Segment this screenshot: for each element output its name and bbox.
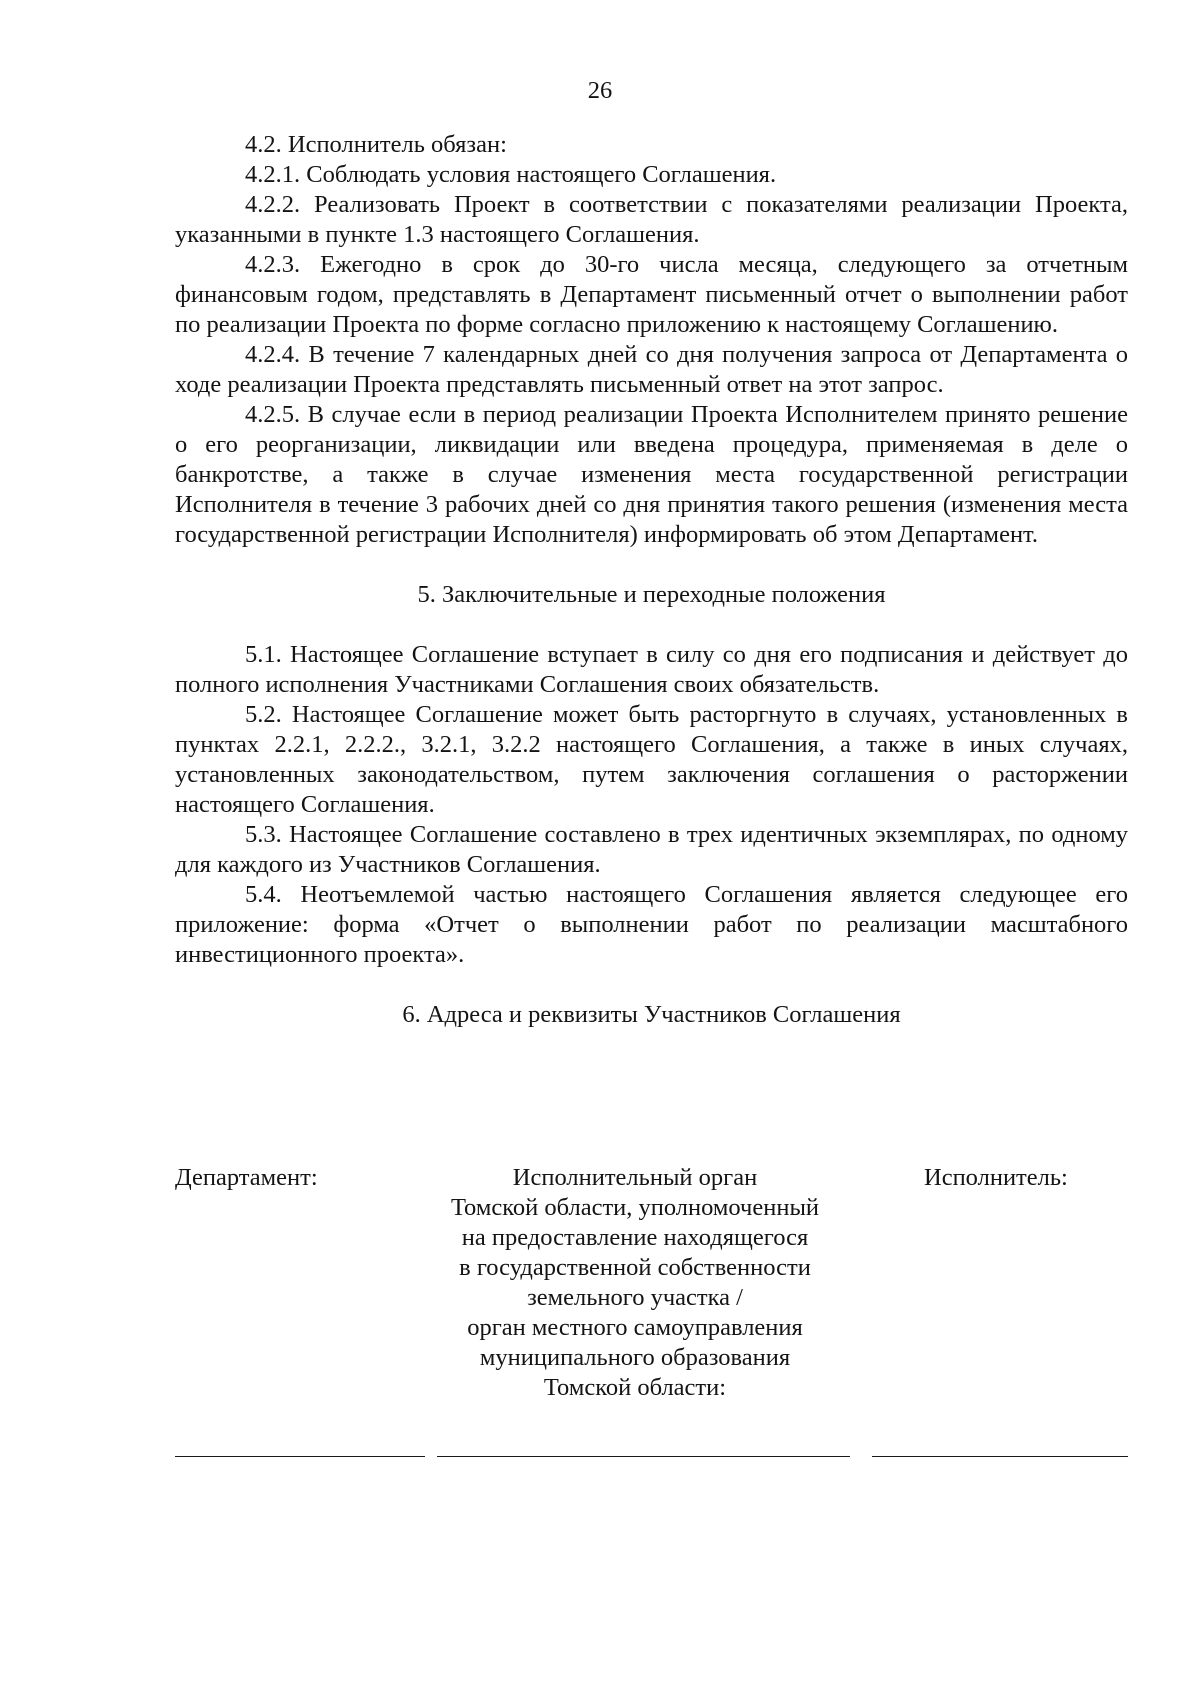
paragraph-4-2-1: 4.2.1. Соблюдать условия настоящего Соглашения. [245,161,777,188]
paragraph-4-2-5: 4.2.5. В случае если в период реализации Проекта Исполнителем принято решение о его реорганизации, ликвидации или введена процедура, применяемая в деле о банкротстве, а также в случае изменения места государственной регистрации Исполнителя в течение 3 рабочих дней со дня принятия такого решения (изменения места государственной регистрации Исполнителя) информировать об этом Департамент. [175,401,1128,548]
signatory-authority-line: Исполнительный орган [512,1164,758,1191]
signatory-executor-label: Исполнитель: [924,1164,1068,1191]
paragraph-5-3: 5.3. Настоящее Соглашение составлено в трех идентичных экземплярах, по одному для каждого из Участников Соглашения. [175,821,1128,878]
signatory-authority-line: орган местного самоуправления [467,1314,803,1341]
signature-line-executor [872,1456,1128,1457]
paragraph-4-2-3: 4.2.3. Ежегодно в срок до 30-го числа месяца, следующего за отчетным финансовым годом, представлять в Департамент письменный отчет о выполнении работ по реализации Проекта по форме согласно приложению к настоящему Соглашению. [175,251,1128,338]
section-5-title: 5. Заключительные и переходные положения [417,581,886,608]
page-number: 26 [587,77,613,104]
paragraph-4-2-2: 4.2.2. Реализовать Проект в соответствии с показателями реализации Проекта, указанными в пункте 1.3 настоящего Соглашения. [175,191,1128,248]
signature-line-authority [437,1456,850,1457]
signatory-authority-line: Томской области, уполномоченный [450,1194,820,1221]
signatory-authority-line: Томской области: [543,1374,727,1401]
signatory-authority-line: муниципального образования [479,1344,791,1371]
signatory-authority-line: на предоставление находящегося [461,1224,809,1251]
document-body [175,130,1128,1060]
paragraph-5-2: 5.2. Настоящее Соглашение может быть расторгнуто в случаях, установленных в пунктах 2.2.1, 2.2.2., 3.2.1, 3.2.2 настоящего Соглашения, а также в иных случаях, установленных законодательством, путем заключения соглашения о расторжении настоящего Соглашения. [175,701,1128,818]
paragraph-5-4: 5.4. Неотъемлемой частью настоящего Соглашения является следующее его приложение: форма «Отчет о выполнении работ по реализации масштабного инвестиционного проекта». [175,881,1128,968]
signatory-authority-line: земельного участка / [527,1284,743,1311]
signature-line-department [175,1456,425,1457]
paragraph-5-1: 5.1. Настоящее Соглашение вступает в силу со дня его подписания и действует до полного исполнения Участниками Соглашения своих обязательств. [175,641,1128,698]
section-6-title: 6. Адреса и реквизиты Участников Соглашения [402,1001,901,1028]
paragraph-4-2-4: 4.2.4. В течение 7 календарных дней со дня получения запроса от Департамента о ходе реализации Проекта представлять письменный ответ на этот запрос. [175,341,1128,398]
signatory-department-label: Департамент: [175,1164,318,1191]
paragraph-4-2: 4.2. Исполнитель обязан: [245,131,507,158]
signatory-authority-block [420,1163,850,1403]
signatory-authority-line: в государственной собственности [459,1254,811,1281]
